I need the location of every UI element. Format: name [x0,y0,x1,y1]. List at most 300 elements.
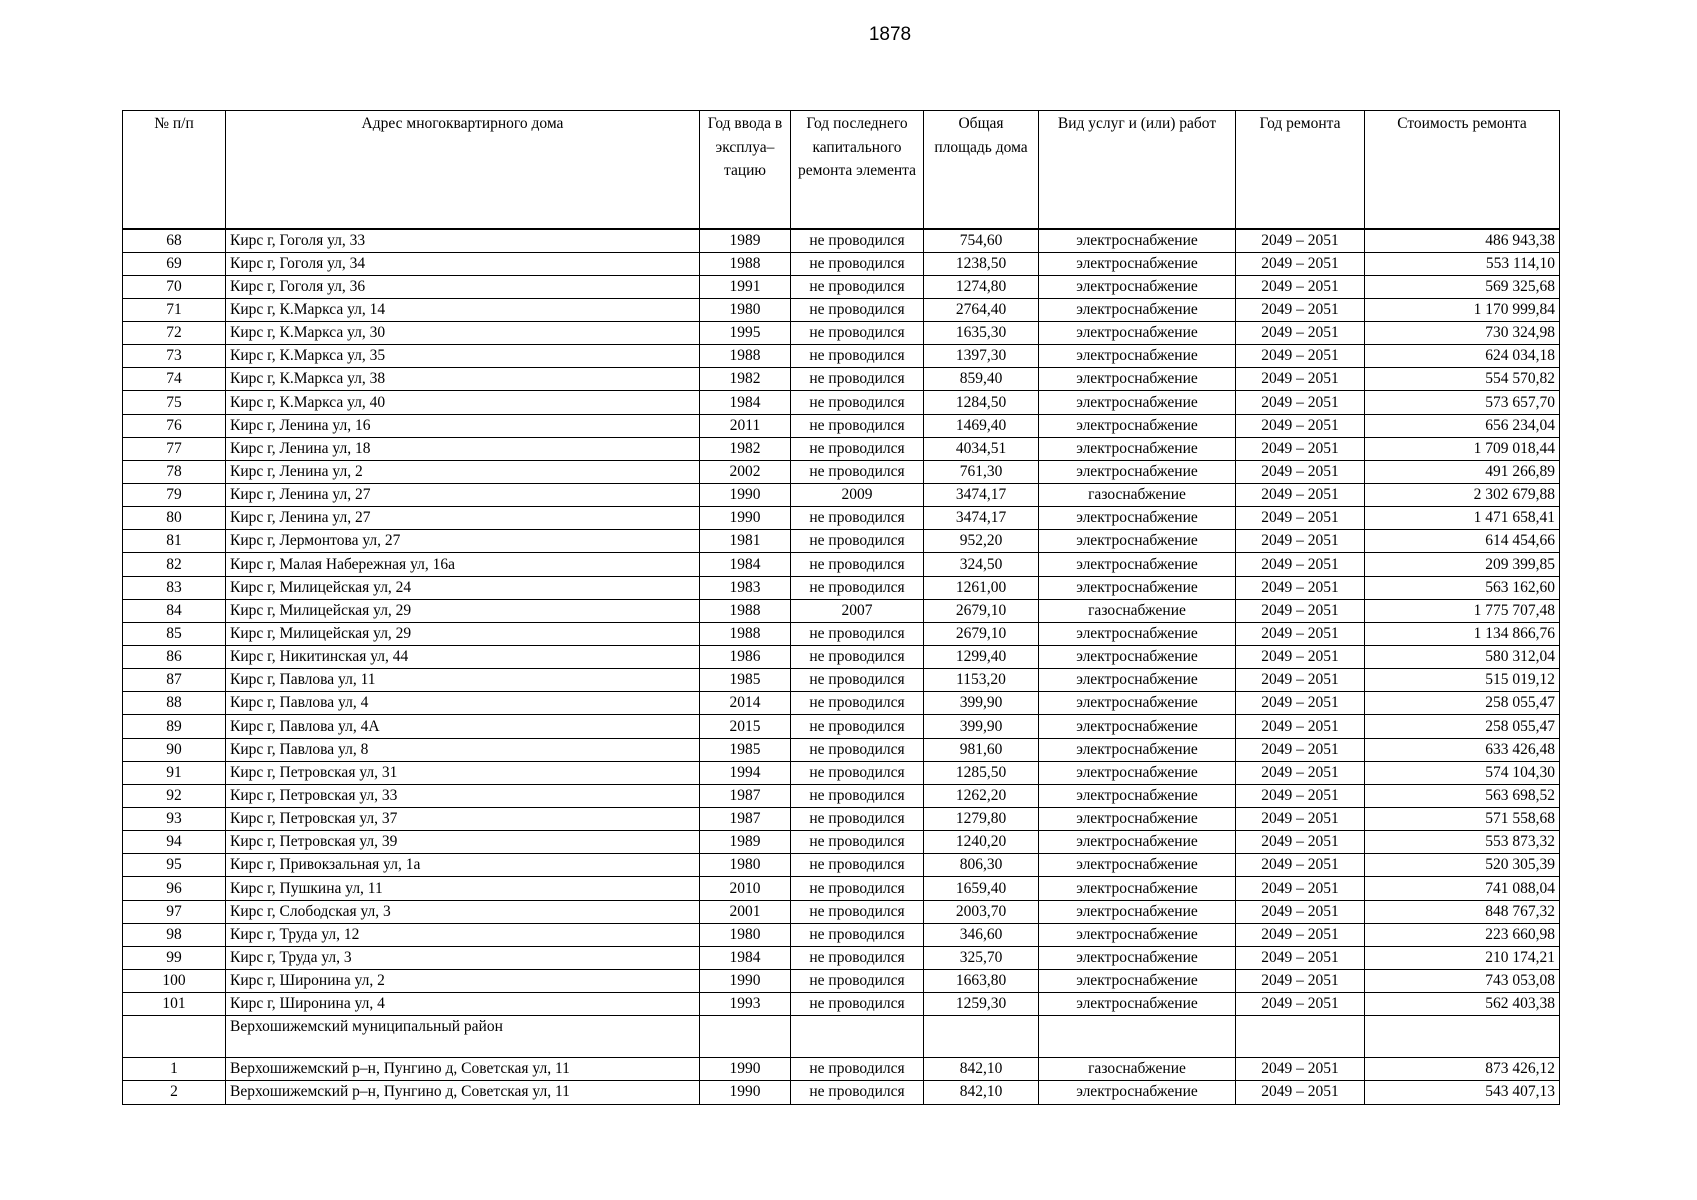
table-row [123,553,1560,576]
cell-service: электроснабжение [1039,622,1236,645]
cell-repair-period: 2049 – 2051 [1236,530,1365,553]
cell-address: Кирс г, К.Маркса ул, 35 [226,345,700,368]
cell-address: Кирс г, Труда ул, 12 [226,923,700,946]
cell-last-repair: не проводился [791,275,924,298]
cell-last-repair: не проводился [791,761,924,784]
cell-area: 346,60 [924,923,1039,946]
cell-area: 1240,20 [924,831,1039,854]
cell-address: Кирс г, К.Маркса ул, 40 [226,391,700,414]
cell-repair-period: 2049 – 2051 [1236,1058,1365,1081]
cell-address: Кирс г, Пушкина ул, 11 [226,877,700,900]
cell-service: электроснабжение [1039,831,1236,854]
header-area: Общая площадь дома [924,111,1039,230]
cell-cost: 554 570,82 [1365,368,1560,391]
cell-repair-period: 2049 – 2051 [1236,993,1365,1016]
cell-cost: 258 055,47 [1365,692,1560,715]
cell-cost: 562 403,38 [1365,993,1560,1016]
cell-cost: 1 775 707,48 [1365,599,1560,622]
cell-year-commissioned: 2002 [700,460,791,483]
table-row [123,854,1560,877]
cell-last-repair: не проводился [791,946,924,969]
cell-repair-period: 2049 – 2051 [1236,391,1365,414]
cell-service: электроснабжение [1039,946,1236,969]
cell-repair-period: 2049 – 2051 [1236,1081,1365,1104]
cell-address: Верхошижемский р–н, Пунгино д, Советская ул, 11 [226,1081,700,1104]
cell-repair-period: 2049 – 2051 [1236,900,1365,923]
cell-service: электроснабжение [1039,854,1236,877]
cell-address: Кирс г, Гоголя ул, 33 [226,229,700,252]
cell-num: 79 [123,484,226,507]
cell-cost: 633 426,48 [1365,738,1560,761]
cell-repair-period: 2049 – 2051 [1236,946,1365,969]
header-service: Вид услуг и (или) работ [1039,111,1236,230]
cell-num: 100 [123,970,226,993]
cell-year-commissioned: 1991 [700,275,791,298]
cell-cost: 2 302 679,88 [1365,484,1560,507]
cell-last-repair: не проводился [791,414,924,437]
section-title: Верхошижемский муниципальный район [226,1016,700,1058]
cell-address: Кирс г, Милицейская ул, 29 [226,599,700,622]
cell-last-repair: не проводился [791,831,924,854]
cell-last-repair: не проводился [791,854,924,877]
cell-cost: 1 170 999,84 [1365,298,1560,321]
table-row [123,298,1560,321]
cell-year-commissioned: 2001 [700,900,791,923]
cell-repair-period: 2049 – 2051 [1236,275,1365,298]
header-cost: Стоимость ремонта [1365,111,1560,230]
cell-service: электроснабжение [1039,252,1236,275]
cell-num: 84 [123,599,226,622]
cell-num: 82 [123,553,226,576]
cell-year-commissioned: 1988 [700,252,791,275]
cell-area: 754,60 [924,229,1039,252]
cell-last-repair: не проводился [791,923,924,946]
cell-year-commissioned: 1995 [700,322,791,345]
cell-address: Кирс г, К.Маркса ул, 38 [226,368,700,391]
cell-cost: 1 471 658,41 [1365,507,1560,530]
cell-cost: 491 266,89 [1365,460,1560,483]
cell-area: 2679,10 [924,622,1039,645]
cell-address: Верхошижемский р–н, Пунгино д, Советская ул, 11 [226,1058,700,1081]
table-row [123,414,1560,437]
header-num: № п/п [123,111,226,230]
cell-last-repair: не проводился [791,669,924,692]
cell-last-repair: не проводился [791,808,924,831]
cell-num: 72 [123,322,226,345]
cell-last-repair: не проводился [791,391,924,414]
cell-cost: 515 019,12 [1365,669,1560,692]
cell-service: электроснабжение [1039,460,1236,483]
cell-year-commissioned: 1987 [700,784,791,807]
table-row [123,993,1560,1016]
cell-area: 2764,40 [924,298,1039,321]
cell-address: Кирс г, Лермонтова ул, 27 [226,530,700,553]
cell-address: Кирс г, Широнина ул, 2 [226,970,700,993]
cell-service: электроснабжение [1039,877,1236,900]
cell-area: 1397,30 [924,345,1039,368]
cell-last-repair: не проводился [791,1081,924,1104]
cell-repair-period: 2049 – 2051 [1236,345,1365,368]
cell-area: 1153,20 [924,669,1039,692]
cell-year-commissioned: 1982 [700,437,791,460]
table-row [123,831,1560,854]
cell-service: электроснабжение [1039,345,1236,368]
cell-cost: 553 873,32 [1365,831,1560,854]
cell-repair-period: 2049 – 2051 [1236,368,1365,391]
table-row [123,692,1560,715]
cell-num: 81 [123,530,226,553]
cell-repair-period: 2049 – 2051 [1236,692,1365,715]
table-header-row [123,111,1560,230]
cell-area: 1284,50 [924,391,1039,414]
cell-num: 69 [123,252,226,275]
cell-num: 97 [123,900,226,923]
cell-year-commissioned: 1988 [700,345,791,368]
cell-address: Кирс г, Ленина ул, 27 [226,507,700,530]
table-row [123,391,1560,414]
cell-num: 75 [123,391,226,414]
cell-repair-period: 2049 – 2051 [1236,761,1365,784]
cell-year-commissioned: 1980 [700,923,791,946]
cell-address: Кирс г, Малая Набережная ул, 16а [226,553,700,576]
cell-num: 87 [123,669,226,692]
cell-cost: 209 399,85 [1365,553,1560,576]
empty-cell [791,1016,924,1058]
cell-area: 3474,17 [924,507,1039,530]
cell-address: Кирс г, Никитинская ул, 44 [226,646,700,669]
cell-service: газоснабжение [1039,599,1236,622]
cell-repair-period: 2049 – 2051 [1236,507,1365,530]
table-row [123,229,1560,252]
cell-num: 93 [123,808,226,831]
cell-address: Кирс г, Петровская ул, 31 [226,761,700,784]
header-last-repair: Год последнего капитального ремонта элемента [791,111,924,230]
cell-year-commissioned: 1989 [700,229,791,252]
cell-area: 1663,80 [924,970,1039,993]
cell-address: Кирс г, Труда ул, 3 [226,946,700,969]
cell-last-repair: не проводился [791,738,924,761]
cell-cost: 1 134 866,76 [1365,622,1560,645]
cell-last-repair: не проводился [791,692,924,715]
cell-last-repair: не проводился [791,252,924,275]
cell-address: Кирс г, Петровская ул, 33 [226,784,700,807]
table-row [123,275,1560,298]
cell-area: 842,10 [924,1081,1039,1104]
cell-cost: 486 943,38 [1365,229,1560,252]
cell-service: электроснабжение [1039,993,1236,1016]
cell-year-commissioned: 1990 [700,1081,791,1104]
cell-cost: 741 088,04 [1365,877,1560,900]
cell-num: 83 [123,576,226,599]
cell-address: Кирс г, Павлова ул, 4А [226,715,700,738]
cell-service: электроснабжение [1039,692,1236,715]
cell-area: 952,20 [924,530,1039,553]
table-row [123,622,1560,645]
cell-service: электроснабжение [1039,437,1236,460]
table-row [123,923,1560,946]
cell-num: 76 [123,414,226,437]
cell-repair-period: 2049 – 2051 [1236,923,1365,946]
cell-num: 94 [123,831,226,854]
cell-service: электроснабжение [1039,738,1236,761]
table-row [123,507,1560,530]
cell-address: Кирс г, Павлова ул, 4 [226,692,700,715]
cell-num: 92 [123,784,226,807]
empty-cell [700,1016,791,1058]
cell-repair-period: 2049 – 2051 [1236,738,1365,761]
cell-last-repair: не проводился [791,576,924,599]
cell-area: 2003,70 [924,900,1039,923]
cell-address: Кирс г, Павлова ул, 11 [226,669,700,692]
cell-address: Кирс г, Павлова ул, 8 [226,738,700,761]
cell-num: 68 [123,229,226,252]
cell-address: Кирс г, Ленина ул, 27 [226,484,700,507]
cell-year-commissioned: 1984 [700,946,791,969]
cell-repair-period: 2049 – 2051 [1236,414,1365,437]
cell-last-repair: не проводился [791,507,924,530]
cell-area: 981,60 [924,738,1039,761]
cell-service: электроснабжение [1039,414,1236,437]
cell-cost: 656 234,04 [1365,414,1560,437]
cell-area: 1238,50 [924,252,1039,275]
cell-num: 96 [123,877,226,900]
cell-year-commissioned: 1990 [700,970,791,993]
cell-cost: 573 657,70 [1365,391,1560,414]
cell-service: электроснабжение [1039,298,1236,321]
cell-service: электроснабжение [1039,784,1236,807]
cell-repair-period: 2049 – 2051 [1236,622,1365,645]
cell-area: 1299,40 [924,646,1039,669]
table-row [123,970,1560,993]
cell-year-commissioned: 1984 [700,553,791,576]
cell-last-repair: не проводился [791,622,924,645]
cell-service: электроснабжение [1039,715,1236,738]
cell-num: 88 [123,692,226,715]
cell-cost: 563 698,52 [1365,784,1560,807]
cell-area: 1261,00 [924,576,1039,599]
cell-num: 98 [123,923,226,946]
header-address: Адрес многоквартирного дома [226,111,700,230]
cell-last-repair: не проводился [791,553,924,576]
cell-area: 761,30 [924,460,1039,483]
cell-cost: 1 709 018,44 [1365,437,1560,460]
cell-year-commissioned: 1986 [700,646,791,669]
cell-cost: 553 114,10 [1365,252,1560,275]
cell-num: 74 [123,368,226,391]
table-row [123,599,1560,622]
cell-cost: 624 034,18 [1365,345,1560,368]
cell-address: Кирс г, Ленина ул, 16 [226,414,700,437]
table-row [123,322,1560,345]
cell-service: электроснабжение [1039,900,1236,923]
cell-last-repair: не проводился [791,715,924,738]
table-row [123,1058,1560,1081]
cell-last-repair: не проводился [791,877,924,900]
cell-year-commissioned: 1984 [700,391,791,414]
cell-year-commissioned: 1990 [700,1058,791,1081]
table-row [123,1081,1560,1104]
table-row [123,761,1560,784]
cell-area: 2679,10 [924,599,1039,622]
cell-year-commissioned: 1988 [700,599,791,622]
cell-num: 2 [123,1081,226,1104]
cell-address: Кирс г, Милицейская ул, 29 [226,622,700,645]
cell-year-commissioned: 2014 [700,692,791,715]
header-year-commissioned: Год ввода в эксплуа–тацию [700,111,791,230]
cell-year-commissioned: 1994 [700,761,791,784]
cell-cost: 848 767,32 [1365,900,1560,923]
cell-year-commissioned: 1993 [700,993,791,1016]
cell-year-commissioned: 1988 [700,622,791,645]
cell-num: 73 [123,345,226,368]
empty-cell [1365,1016,1560,1058]
cell-year-commissioned: 2010 [700,877,791,900]
cell-area: 3474,17 [924,484,1039,507]
cell-last-repair: не проводился [791,530,924,553]
cell-repair-period: 2049 – 2051 [1236,298,1365,321]
cell-year-commissioned: 1985 [700,738,791,761]
cell-area: 399,90 [924,692,1039,715]
table-row [123,345,1560,368]
cell-address: Кирс г, Петровская ул, 39 [226,831,700,854]
cell-address: Кирс г, Привокзальная ул, 1а [226,854,700,877]
cell-cost: 743 053,08 [1365,970,1560,993]
cell-service: электроснабжение [1039,322,1236,345]
cell-cost: 258 055,47 [1365,715,1560,738]
table-body [123,229,1560,1104]
cell-repair-period: 2049 – 2051 [1236,437,1365,460]
cell-num: 77 [123,437,226,460]
cell-num: 86 [123,646,226,669]
empty-cell [924,1016,1039,1058]
cell-service: электроснабжение [1039,391,1236,414]
cell-year-commissioned: 1980 [700,854,791,877]
cell-repair-period: 2049 – 2051 [1236,553,1365,576]
cell-cost: 210 174,21 [1365,946,1560,969]
table-row [123,808,1560,831]
cell-year-commissioned: 1990 [700,507,791,530]
cell-area: 1279,80 [924,808,1039,831]
cell-cost: 543 407,13 [1365,1081,1560,1104]
cell-repair-period: 2049 – 2051 [1236,970,1365,993]
cell-service: электроснабжение [1039,229,1236,252]
cell-last-repair: не проводился [791,970,924,993]
cell-address: Кирс г, Широнина ул, 4 [226,993,700,1016]
cell-last-repair: 2009 [791,484,924,507]
cell-year-commissioned: 1982 [700,368,791,391]
cell-address: Кирс г, К.Маркса ул, 30 [226,322,700,345]
cell-num: 85 [123,622,226,645]
cell-last-repair: не проводился [791,460,924,483]
cell-area: 1262,20 [924,784,1039,807]
cell-year-commissioned: 1983 [700,576,791,599]
cell-service: электроснабжение [1039,275,1236,298]
table-row [123,784,1560,807]
cell-last-repair: не проводился [791,784,924,807]
cell-year-commissioned: 1985 [700,669,791,692]
cell-last-repair: не проводился [791,1058,924,1081]
cell-area: 4034,51 [924,437,1039,460]
cell-service: электроснабжение [1039,923,1236,946]
cell-service: электроснабжение [1039,970,1236,993]
cell-area: 1469,40 [924,414,1039,437]
cell-repair-period: 2049 – 2051 [1236,669,1365,692]
cell-cost: 574 104,30 [1365,761,1560,784]
cell-area: 806,30 [924,854,1039,877]
cell-repair-period: 2049 – 2051 [1236,460,1365,483]
table-row [123,437,1560,460]
cell-last-repair: не проводился [791,646,924,669]
cell-repair-period: 2049 – 2051 [1236,715,1365,738]
table-row [123,877,1560,900]
cell-num: 71 [123,298,226,321]
empty-cell [1039,1016,1236,1058]
cell-service: электроснабжение [1039,553,1236,576]
cell-service: электроснабжение [1039,368,1236,391]
cell-service: газоснабжение [1039,1058,1236,1081]
cell-num: 91 [123,761,226,784]
cell-service: электроснабжение [1039,1081,1236,1104]
table-row [123,669,1560,692]
cell-repair-period: 2049 – 2051 [1236,854,1365,877]
cell-num: 80 [123,507,226,530]
cell-cost: 571 558,68 [1365,808,1560,831]
table-row [123,252,1560,275]
table-row [123,484,1560,507]
cell-address: Кирс г, К.Маркса ул, 14 [226,298,700,321]
cell-address: Кирс г, Ленина ул, 2 [226,460,700,483]
cell-year-commissioned: 1990 [700,484,791,507]
cell-area: 1635,30 [924,322,1039,345]
cell-num: 90 [123,738,226,761]
cell-service: электроснабжение [1039,530,1236,553]
cell-service: газоснабжение [1039,484,1236,507]
cell-cost: 520 305,39 [1365,854,1560,877]
cell-last-repair: не проводился [791,322,924,345]
cell-area: 1259,30 [924,993,1039,1016]
cell-repair-period: 2049 – 2051 [1236,808,1365,831]
cell-address: Кирс г, Петровская ул, 37 [226,808,700,831]
cell-area: 325,70 [924,946,1039,969]
empty-cell [123,1016,226,1058]
cell-cost: 730 324,98 [1365,322,1560,345]
cell-repair-period: 2049 – 2051 [1236,831,1365,854]
cell-area: 1285,50 [924,761,1039,784]
cell-service: электроснабжение [1039,761,1236,784]
cell-last-repair: не проводился [791,993,924,1016]
cell-year-commissioned: 2015 [700,715,791,738]
cell-area: 842,10 [924,1058,1039,1081]
cell-cost: 223 660,98 [1365,923,1560,946]
cell-repair-period: 2049 – 2051 [1236,322,1365,345]
cell-year-commissioned: 1989 [700,831,791,854]
cell-area: 1659,40 [924,877,1039,900]
table-row [123,530,1560,553]
cell-year-commissioned: 2011 [700,414,791,437]
cell-area: 1274,80 [924,275,1039,298]
cell-address: Кирс г, Ленина ул, 18 [226,437,700,460]
table-row [123,368,1560,391]
cell-area: 399,90 [924,715,1039,738]
cell-repair-period: 2049 – 2051 [1236,576,1365,599]
cell-last-repair: не проводился [791,900,924,923]
cell-cost: 873 426,12 [1365,1058,1560,1081]
cell-num: 70 [123,275,226,298]
cell-cost: 563 162,60 [1365,576,1560,599]
cell-year-commissioned: 1987 [700,808,791,831]
cell-repair-period: 2049 – 2051 [1236,229,1365,252]
cell-service: электроснабжение [1039,808,1236,831]
